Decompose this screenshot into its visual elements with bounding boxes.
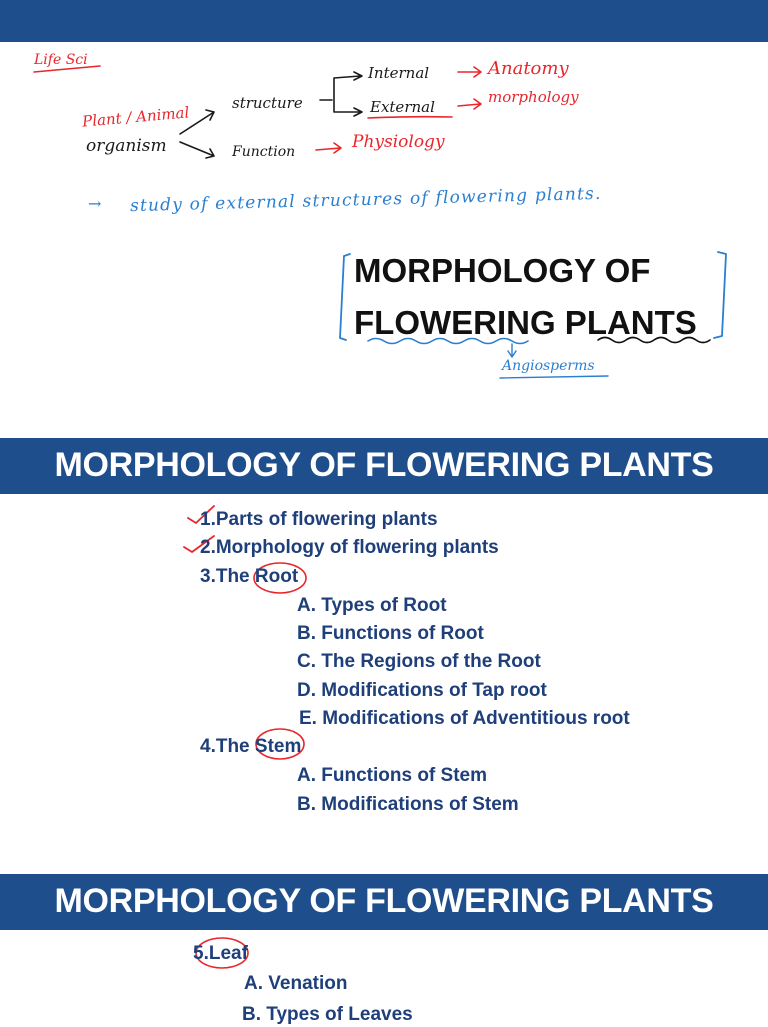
note-function: Function (232, 144, 296, 160)
title-line-1: MORPHOLOGY OF (354, 252, 651, 289)
note-definition: study of external structures of flowering plants. (129, 183, 602, 217)
toc-subitem-functions-of-stem: A. Functions of Stem (297, 765, 487, 786)
title-line-2: FLOWERING PLANTS (354, 304, 697, 341)
section-1-heading-band (0, 438, 768, 494)
note-angiosperms: Angiosperms (502, 358, 595, 374)
toc-item-root: 3.The Root (200, 566, 299, 587)
note-organism: organism (86, 136, 167, 156)
toc-subitem-functions-of-root: B. Functions of Root (297, 623, 484, 644)
note-physiology: Physiology (352, 132, 445, 152)
note-definition-arrow: → (88, 194, 102, 213)
toc-item-stem: 4.The Stem (200, 736, 302, 757)
note-plant-animal: Plant / Animal (81, 103, 190, 131)
toc-item-morphology: 2.Morphology of flowering plants (200, 537, 499, 558)
toc-subitem-modifications-of-stem: B. Modifications of Stem (297, 794, 519, 815)
toc-subitem-adventitious-root: E. Modifications of Adventitious root (299, 708, 630, 729)
note-subject: Life Sci (34, 52, 88, 68)
toc-item-parts: 1.Parts of flowering plants (200, 509, 438, 530)
note-external: External (370, 98, 435, 116)
note-anatomy: Anatomy (488, 58, 569, 79)
section-2-heading: MORPHOLOGY OF FLOWERING PLANTS (54, 882, 714, 920)
toc-subitem-tap-root: D. Modifications of Tap root (297, 680, 547, 701)
toc-subitem-types-of-leaves: B. Types of Leaves (242, 1004, 413, 1025)
note-internal: Internal (368, 64, 430, 82)
toc-subitem-venation: A. Venation (244, 973, 348, 994)
toc-subitem-regions-of-root: C. The Regions of the Root (297, 651, 541, 672)
toc-subitem-types-of-root: A. Types of Root (297, 595, 447, 616)
note-structure: structure (232, 94, 303, 112)
note-morphology: morphology (488, 88, 579, 106)
toc-item-leaf: 5.Leaf (193, 943, 248, 964)
section-1-heading: MORPHOLOGY OF FLOWERING PLANTS (54, 446, 714, 484)
section-2-heading-band (0, 874, 768, 930)
